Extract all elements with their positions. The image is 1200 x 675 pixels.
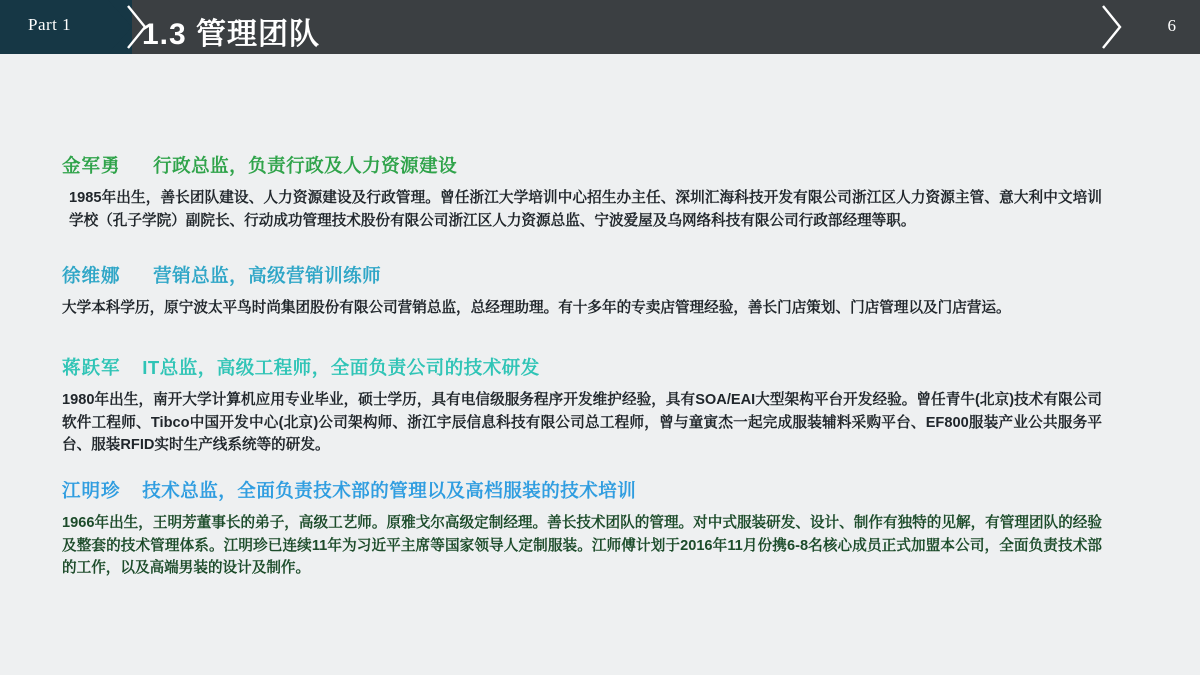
member-role: 技术总监，全面负责技术部的管理以及高档服装的技术培训 xyxy=(142,480,637,501)
member-name: 金军勇 xyxy=(62,155,121,176)
team-member-block xyxy=(62,264,1102,320)
page-number: 6 xyxy=(1167,16,1176,35)
member-bio: 1980年出生，南开大学计算机应用专业毕业，硕士学历，具有电信级服务程序开发维护经验，具有SOA/EAI大型架构平台开发经验。曾任青牛(北京)技术有限公司软件工程师、Tibco中国开发中心(北京)公司架构师、浙江宇辰信息科技有限公司总工程师，曾与童寅杰一起完成服装辅料采购平台、EF800服装产业公共服务平台、服装RFID实时生产线系统等的研发。 xyxy=(62,392,1102,454)
team-member-block xyxy=(62,356,1102,457)
member-heading xyxy=(62,264,1102,288)
member-name: 徐维娜 xyxy=(62,265,121,286)
member-heading xyxy=(62,154,1102,178)
member-role: 营销总监，高级营销训练师 xyxy=(153,265,382,286)
member-name: 江明珍 xyxy=(62,480,121,501)
member-role: IT总监，高级工程师，全面负责公司的技术研发 xyxy=(142,357,540,378)
part-label: Part 1 xyxy=(28,15,72,34)
member-bio: 大学本科学历，原宁波太平鸟时尚集团股份有限公司营销总监，总经理助理。有十多年的专卖店管理经验，善长门店策划、门店管理以及门店营运。 xyxy=(62,300,1011,317)
slide-content xyxy=(0,54,1200,675)
member-heading xyxy=(62,356,1102,380)
page-title: 1.3 管理团队 xyxy=(142,18,321,51)
member-bio: 1985年出生，善长团队建设、人力资源建设及行政管理。曾任浙江大学培训中心招生办主任、深圳汇海科技开发有限公司浙江区人力资源主管、意大利中文培训学校（孔子学院）副院长、行动成功管理技术股份有限公司浙江区人力资源总监、宁波爱屋及乌网络科技有限公司行政部经理等职。 xyxy=(69,190,1102,229)
member-role: 行政总监，负责行政及人力资源建设 xyxy=(153,155,458,176)
team-member-block xyxy=(62,154,1102,232)
team-member-block xyxy=(62,479,1102,580)
chevron-right-icon-outer xyxy=(1100,4,1124,50)
member-heading xyxy=(62,479,1102,503)
slide-header xyxy=(0,0,1200,54)
member-name: 蒋跃军 xyxy=(62,357,121,378)
member-bio: 1966年出生，王明芳董事长的弟子，高级工艺师。原雅戈尔高级定制经理。善长技术团队的管理。对中式服装研发、设计、制作有独特的见解，有管理团队的经验及整套的技术管理体系。江明珍已连续11年为习近平主席等国家领导人定制服装。江师傅计划于2016年11月份携6-8名核心成员正式加盟本公司，全面负责技术部的工作，以及高端男装的设计及制作。 xyxy=(62,515,1102,577)
